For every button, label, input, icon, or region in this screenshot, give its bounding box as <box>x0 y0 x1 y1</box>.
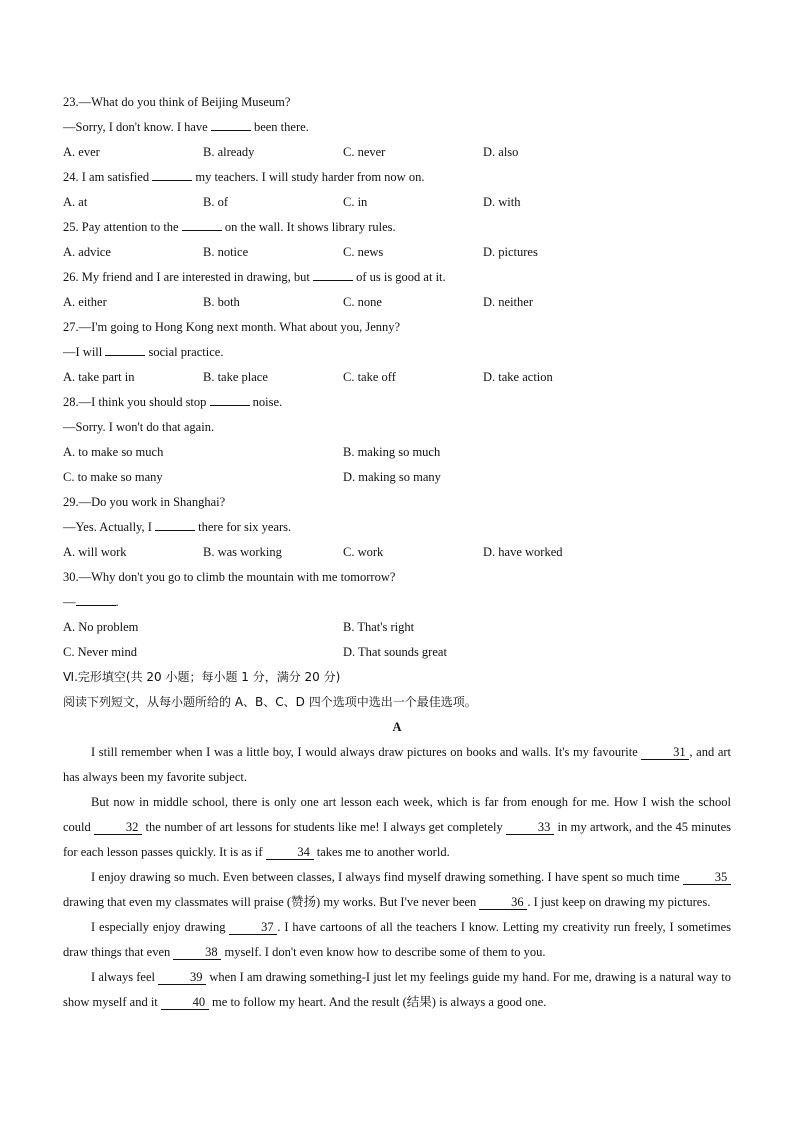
answer-blank <box>182 216 222 231</box>
passage-text: But now in middle school, there is only one art lesson each week, which is far from enough for me. How I wish the school could <box>63 795 731 834</box>
option: D. have worked <box>483 545 563 559</box>
passage-text: . I have cartoons of all the teachers I know. Letting my creativity run freely, I sometimes draw things that even <box>63 920 731 959</box>
answer-blank <box>76 591 116 606</box>
options-row <box>63 240 731 265</box>
question-line <box>63 90 731 115</box>
blank-number: 34 <box>266 845 314 860</box>
passage-text: , and art has always been my favorite subject. <box>63 745 732 784</box>
option: B. That's right <box>343 620 415 634</box>
question-line <box>63 315 731 340</box>
passage-paragraph <box>63 965 731 1015</box>
passage-text: I still remember when I was a little boy, I would always draw pictures on books and walls. It's my favourite <box>91 745 642 759</box>
passage-text: drawing that even my classmates will praise (赞扬) my works. But I've never been <box>63 895 480 909</box>
options-row <box>63 440 731 465</box>
option: B. already <box>203 145 255 159</box>
question-line <box>63 390 731 415</box>
question-text: on the wall. It shows library rules. <box>221 220 396 234</box>
blank-number: 38 <box>173 945 221 960</box>
option: B. take place <box>203 370 268 384</box>
passage-paragraph <box>63 790 731 865</box>
option: D. take action <box>483 370 553 384</box>
section-title: Ⅵ.完形填空(共 20 小题；每小题 1 分，满分 20 分) <box>63 670 341 684</box>
option: D. pictures <box>483 245 538 259</box>
option: C. none <box>343 295 382 309</box>
options-row <box>63 190 731 215</box>
passage-text: I enjoy drawing so much. Even between classes, I always find myself drawing something. I have spent so much time <box>91 870 683 884</box>
option: D. making so many <box>343 470 441 484</box>
passage-text: me to follow my heart. And the result (结果) is always a good one. <box>208 995 547 1009</box>
option: A. will work <box>63 545 127 559</box>
passage-text: myself. I don't even know how to describe some of them to you. <box>221 945 546 959</box>
passage-label: A <box>392 720 402 734</box>
option: B. notice <box>203 245 249 259</box>
question-line <box>63 165 731 190</box>
option: D. also <box>483 145 519 159</box>
passage-paragraph <box>63 915 731 965</box>
question-text: 24. I am satisfied <box>63 170 153 184</box>
blank-number: 32 <box>94 820 142 835</box>
blank-number: 40 <box>161 995 209 1010</box>
question-text: . <box>115 595 119 609</box>
question-text: —Sorry. I won't do that again. <box>63 420 215 434</box>
blank-number: 36 <box>479 895 527 910</box>
blank-number: 35 <box>683 870 731 885</box>
question-line <box>63 215 731 240</box>
option: A. advice <box>63 245 111 259</box>
option: C. never <box>343 145 386 159</box>
question-text: there for six years. <box>195 520 292 534</box>
question-line <box>63 415 731 440</box>
passage-text: when I am drawing something-I just let my feelings guide my hand. For me, drawing is a natural way to show myself and it <box>63 970 732 1009</box>
passage-paragraph <box>63 740 731 790</box>
option: A. take part in <box>63 370 135 384</box>
answer-blank <box>211 116 251 131</box>
blank-number: 37 <box>229 920 277 935</box>
option: B. of <box>203 195 228 209</box>
question-line <box>63 115 731 140</box>
options-row <box>63 365 731 390</box>
question-text: 26. My friend and I are interested in drawing, but <box>63 270 313 284</box>
question-text: of us is good at it. <box>352 270 446 284</box>
options-row <box>63 615 731 640</box>
question-text: 29.—Do you work in Shanghai? <box>63 495 226 509</box>
options-row <box>63 465 731 490</box>
question-line <box>63 515 731 540</box>
passage-text: . I just keep on drawing my pictures. <box>527 895 711 909</box>
option: C. Never mind <box>63 645 137 659</box>
question-text: 30.—Why don't you go to climb the mountain with me tomorrow? <box>63 570 396 584</box>
question-line <box>63 590 731 615</box>
option: B. was working <box>203 545 282 559</box>
option: C. in <box>343 195 368 209</box>
option: B. both <box>203 295 240 309</box>
blank-number: 33 <box>506 820 554 835</box>
question-text: my teachers. I will study harder from now on. <box>192 170 425 184</box>
passage-text: I especially enjoy drawing <box>91 920 230 934</box>
option: C. to make so many <box>63 470 163 484</box>
passage-text: the number of art lessons for students like me! I always get completely <box>142 820 507 834</box>
question-text: 23.—What do you think of Beijing Museum? <box>63 95 291 109</box>
option: A. No problem <box>63 620 139 634</box>
question-text: 27.—I'm going to Hong Kong next month. What about you, Jenny? <box>63 320 401 334</box>
options-row <box>63 140 731 165</box>
option: A. ever <box>63 145 100 159</box>
question-line <box>63 490 731 515</box>
question-text: been there. <box>250 120 309 134</box>
question-text: — <box>63 595 76 609</box>
answer-blank <box>210 391 250 406</box>
passage-text: in my artwork, and the 45 minutes for each lesson passes quickly. It is as if <box>63 820 731 859</box>
option: A. at <box>63 195 88 209</box>
question-text: —I will <box>63 345 106 359</box>
options-row <box>63 540 731 565</box>
option: A. either <box>63 295 107 309</box>
question-line <box>63 265 731 290</box>
option: D. neither <box>483 295 533 309</box>
blank-number: 39 <box>158 970 206 985</box>
question-text: 25. Pay attention to the <box>63 220 182 234</box>
options-row <box>63 640 731 665</box>
passage-text: takes me to another world. <box>313 845 450 859</box>
question-text: —Sorry, I don't know. I have <box>63 120 211 134</box>
answer-blank <box>105 341 145 356</box>
question-text: noise. <box>249 395 283 409</box>
question-line <box>63 565 731 590</box>
options-row <box>63 290 731 315</box>
option: C. work <box>343 545 384 559</box>
question-text: —Yes. Actually, I <box>63 520 156 534</box>
passage-text: I always feel <box>91 970 159 984</box>
answer-blank <box>313 266 353 281</box>
option: A. to make so much <box>63 445 164 459</box>
answer-blank <box>152 166 192 181</box>
exam-page <box>63 90 731 1015</box>
option: B. making so much <box>343 445 441 459</box>
answer-blank <box>155 516 195 531</box>
option: C. take off <box>343 370 396 384</box>
option: D. That sounds great <box>343 645 447 659</box>
option: D. with <box>483 195 521 209</box>
question-text: social practice. <box>145 345 224 359</box>
option: C. news <box>343 245 384 259</box>
question-text: 28.—I think you should stop <box>63 395 210 409</box>
question-line <box>63 340 731 365</box>
blank-number: 31 <box>641 745 689 760</box>
section-instruction: 阅读下列短文，从每小题所给的 A、B、C、D 四个选项中选出一个最佳选项。 <box>63 695 477 709</box>
passage-paragraph <box>63 865 731 915</box>
